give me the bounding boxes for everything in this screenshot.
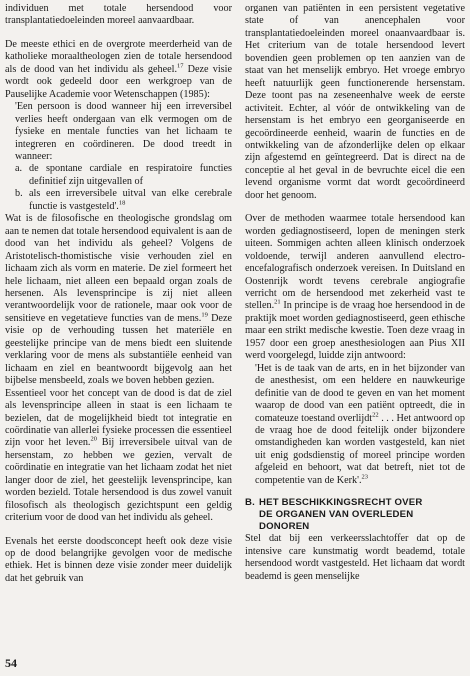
footnote-ref: 20 <box>90 436 97 444</box>
section-heading <box>245 497 465 533</box>
heading-line: HET BESCHIKKINGSRECHT OVER <box>259 497 423 509</box>
footnote-ref: 17 <box>177 62 184 70</box>
paragraph: organen van patiënten in een persistent vegetative state of van anencephalen voor transplantatiedoeleinden moreel onaanvaardbaar is. Het criterium van de totale hersendood levert bovendien geen problemen op ten aanzien van de staat van het menselijk embryo. Het vroege embryo heeft natuurlijk geen functionerende hersenstam. Deze toont pas na zeseneenhalve week de eerste activiteit. Echter, al vóór de ontwikkeling van de hersenstam is het embryo een georganiseerde en gecoördineerde eenheid, waarin de functies en de ontwikkeling van de afzonderlijke delen op elkaar zijn afgestemd en geïntegreerd. Dat is direct na de conceptie al het geval in de bevruchte eicel die een levend organisme vormt dat wordt gecoördineerd door het genoom. <box>245 3 465 201</box>
paragraph-text: Essentieel voor het concept van de dood is dat de ziel als levensprincipe alleen in staat is een lichaam te bezielen, dat de mogelijkheid biedt tot integratie en coördinatie van allerlei fysieke processen die essentieel zijn voor het leven. <box>5 387 232 449</box>
heading-line: DONOREN <box>259 521 310 533</box>
quotation: 'Een persoon is dood wanneer hij een irreversibel verlies heeft ondergaan van elk vermogen om de fysieke en mentale functies van het lichaam te integreren en coördineren. De dood treedt in wanneer: <box>15 101 232 162</box>
list-item-text <box>29 188 232 213</box>
paragraph <box>5 388 232 525</box>
list-marker: b. <box>15 188 23 200</box>
paragraph-text: Deze visie wordt ook gedeeld door een werkgroep van de Pauselijke Academie voor Wetenschappen (1985): <box>5 63 232 100</box>
paragraph-text: Deze visie op de verhouding tussen het materiële en geestelijke principe van de mens biedt een sluitende verklaring voor de mens als substantiële eenheid van lichaam en ziel en beantwoordt bijgevolg aan het bijbelse mensbeeld, zoals we boven hebben gezien. <box>5 312 232 387</box>
right-column <box>245 3 465 583</box>
list-item-text: de spontane cardiale en respiratoire functies definitief zijn uitgevallen of <box>29 163 232 187</box>
footnote-ref: 18 <box>118 199 126 207</box>
footnote-ref: 19 <box>201 311 208 319</box>
paragraph-text: Over de methoden waarmee totale hersendood kan worden gediagnostiseerd, lopen de meningen sterk uiteen. Sommigen achten alleen klinisch onderzoek voldoende, terwijl anderen aanvullend electro-encefalografisch onderzoek vereisen. In Duitsland en Oostenrijk wordt tevens cerebrale angiografie verricht om de hersendood met zekerheid vast te stellen. <box>245 213 465 312</box>
page-number: 54 <box>5 656 17 670</box>
paragraph-text: Wat is de filosofische en theologische grondslag om aan te nemen dat totale hersendood equivalent is aan de dood van het individu als geheel? Volgens de Aristotelisch-thomistische visie verhouden ziel en lichaam zich als vorm en materie. De ziel formeert het hele lichaam, niet alleen een bepaald organ zoals de hersenen. Als levensprincipe is zij niet alleen verantwoordelijk voor de rationele, maar ook voor de sensitieve en vegetatieve functies van de mens. <box>5 213 232 324</box>
list-item-text-content: als een irreversibele uitval van elke cerebrale functie is vastgesteld'. <box>29 188 232 212</box>
paragraph-text: In principe is de vraag hoe hersendood in de praktijk moet worden gediagnostiseerd, geen ethische maar een strikt medische kwestie. Toen deze vraag in 1957 door een groep anesthesiologen aan Pius XII werd voorgelegd, luidde zijn antwoord: <box>245 300 465 362</box>
quotation <box>245 363 465 488</box>
section-number: B. <box>245 497 255 509</box>
quotation-text: . . . Het antwoord op de vraag hoe de dood feitelijk onder bijzondere omstandigheden kan worden vastgesteld, kan niet uit enig godsdienstig of moreel principe worden afgeleid en behoort, wat dat betreft, niet tot de competentie van de Kerk'. <box>255 412 465 486</box>
paragraph-text: Bij irreversibele uitval van de hersenstam, zo hebben we gezien, vervalt de coördinatie en integratie van het lichaam zodat het niet langer door de ziel, het geestelijk levensprincipe, kan worden bezield. Totale hersendood is dus zowel vanuit filosofisch als theologisch gezichtspunt een geldig criterium voor de dood van het individu als geheel. <box>5 437 232 524</box>
quotation-item <box>5 188 232 213</box>
paragraph: Evenals het eerste doodsconcept heeft ook deze visie op de dood belangrijke gevolgen voor de medische ethiek. Het is binnen deze visie zonder meer duidelijk dat het gebruik van <box>5 535 232 584</box>
heading-line: DE ORGANEN VAN OVERLEDEN <box>259 509 414 521</box>
paragraph <box>5 39 232 101</box>
footnote-ref: 22 <box>372 411 379 419</box>
footnote-ref: 21 <box>274 299 281 307</box>
paragraph: individuen met totale hersendood voor transplantatiedoeleinden moreel aanvaardbaar. <box>5 3 232 27</box>
paragraph-text: De meeste ethici en de overgrote meerderheid van de katholieke moraaltheologen zien de totale hersendood als de dood van het individu als geheel. <box>5 38 232 75</box>
footnote-ref: 23 <box>361 473 368 481</box>
list-marker: a. <box>15 163 23 175</box>
left-column <box>5 3 232 585</box>
paragraph <box>245 213 465 362</box>
paragraph <box>5 213 232 387</box>
quotation-text: 'Het is de taak van de arts, en in het bijzonder van de anesthesist, om een heldere en nauwkeurige definitie van de dood te geven en van het moment waarop de dood van een patiënt optreedt, die in comateuze toestand overlijdt <box>255 362 465 424</box>
quotation-item <box>5 163 232 188</box>
paragraph: Stel dat bij een verkeersslachtoffer dat op de intensive care kunstmatig wordt beademd, totale hersendood wordt vastgesteld. Het lichaam dat wordt beademd is geen menselijke <box>245 533 465 582</box>
